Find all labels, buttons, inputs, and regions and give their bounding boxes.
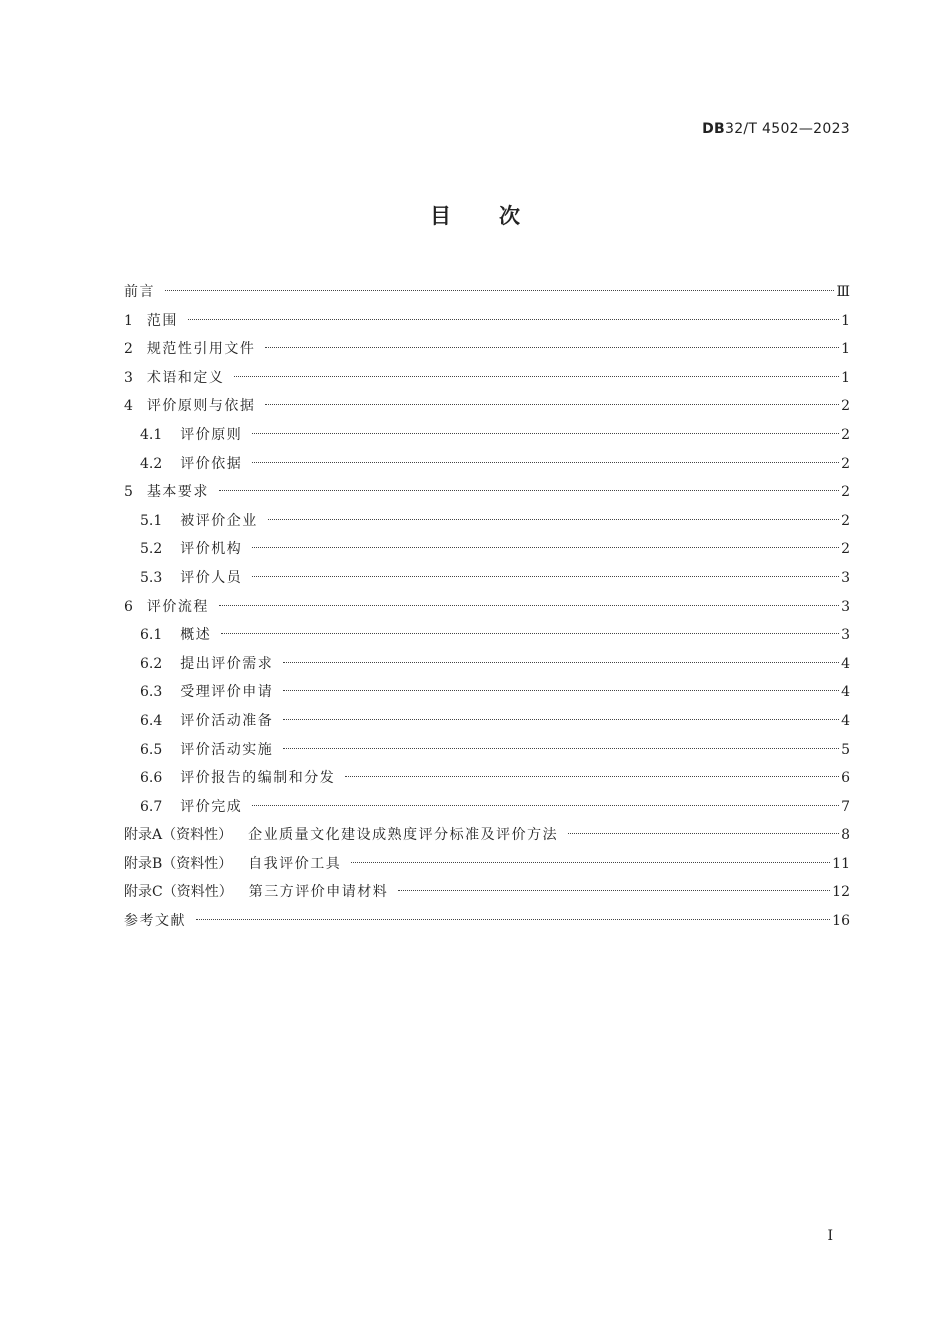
toc-entry-page: 7 (841, 798, 850, 815)
toc-entry[interactable] (124, 453, 850, 482)
toc-leader-dots (219, 490, 839, 491)
toc-leader-dots (398, 890, 830, 891)
toc-entry[interactable] (124, 338, 850, 367)
toc-leader-dots (252, 576, 839, 577)
toc-leader-dots (252, 547, 839, 548)
toc-entry[interactable] (124, 767, 850, 796)
toc-entry-number: 5.1 (140, 512, 163, 529)
toc-entry[interactable] (124, 910, 850, 939)
toc-entry-title: 评价依据 (180, 455, 243, 472)
toc-entry[interactable] (124, 424, 850, 453)
page-title: 目次 (430, 204, 568, 228)
toc-entry-page: 4 (841, 655, 850, 672)
toc-entry-page: 3 (841, 627, 850, 644)
toc-entry-title: 提出评价需求 (180, 655, 274, 672)
toc-entry-page: 16 (832, 913, 850, 930)
toc-entry-page: 2 (841, 512, 850, 529)
toc-entry-number: 5.2 (140, 541, 163, 558)
toc-entry-page: 3 (841, 569, 850, 586)
toc-leader-dots (351, 862, 830, 863)
toc-entry-title: 评价完成 (180, 798, 243, 815)
toc-entry[interactable] (124, 596, 850, 625)
toc-entry-number: 1 (124, 312, 133, 329)
document-code-prefix: DB (702, 121, 725, 137)
toc-entry-number: 6.2 (140, 655, 163, 672)
toc-entry-number: 5.3 (140, 569, 163, 586)
toc-entry-page: 11 (832, 855, 850, 872)
toc-entry-page: Ⅲ (836, 284, 850, 300)
toc-leader-dots (283, 719, 839, 720)
toc-entry-title: 评价原则 (180, 426, 243, 443)
toc-leader-dots (219, 605, 839, 606)
toc-leader-dots (568, 833, 839, 834)
toc-entry[interactable] (124, 881, 850, 910)
toc-entry-number: 6.5 (140, 741, 163, 758)
toc-entry-number: 4.1 (140, 426, 163, 443)
toc-entry-number: 2 (124, 341, 133, 358)
toc-entry[interactable] (124, 395, 850, 424)
toc-leader-dots (188, 319, 839, 320)
toc-entry-number: 附录A（资料性） (124, 827, 233, 844)
toc-leader-dots (268, 519, 839, 520)
document-code (702, 121, 850, 137)
toc-entry-page: 4 (841, 684, 850, 701)
toc-entry-number: 附录C（资料性） (124, 884, 233, 901)
toc-leader-dots (252, 433, 839, 434)
toc-entry-title: 评价原则与依据 (146, 398, 256, 415)
toc-entry-number: 4 (124, 398, 133, 415)
toc-entry-page: 5 (841, 741, 850, 758)
toc-entry-number: 6.4 (140, 712, 163, 729)
toc-entry-title: 术语和定义 (146, 369, 225, 386)
toc-leader-dots (283, 748, 839, 749)
toc-leader-dots (196, 919, 830, 920)
toc-entry[interactable] (124, 739, 850, 768)
toc-entry-page: 4 (841, 712, 850, 729)
toc-entry-page: 6 (841, 770, 850, 787)
toc-entry[interactable] (124, 653, 850, 682)
toc-entry-title: 评价流程 (146, 598, 209, 615)
toc-entry[interactable] (124, 624, 850, 653)
toc-entry-number: 3 (124, 369, 133, 386)
toc-entry-number: 6.6 (140, 770, 163, 787)
page-number: I (827, 1228, 833, 1244)
toc-entry[interactable] (124, 310, 850, 339)
toc-entry[interactable] (124, 481, 850, 510)
toc-entry[interactable] (124, 824, 850, 853)
toc-entry-page: 8 (841, 827, 850, 844)
toc-entry[interactable] (124, 853, 850, 882)
toc-entry[interactable] (124, 710, 850, 739)
toc-entry-page: 12 (832, 884, 850, 901)
toc-entry-number: 6.3 (140, 684, 163, 701)
toc-entry-title: 被评价企业 (180, 512, 258, 529)
toc-leader-dots (345, 776, 839, 777)
toc-entry-title: 评价报告的编制和分发 (180, 770, 336, 787)
toc-entry-title: 评价活动准备 (180, 712, 274, 729)
toc-entry-page: 1 (841, 369, 850, 386)
toc-entry-title: 评价机构 (180, 541, 243, 558)
toc-entry-number: 6 (124, 598, 133, 615)
toc-entry-page: 2 (841, 484, 850, 501)
toc-entry-title: 评价人员 (180, 569, 243, 586)
toc-entry[interactable] (124, 538, 850, 567)
toc-leader-dots (252, 462, 839, 463)
toc-entry[interactable] (124, 510, 850, 539)
toc-entry-page: 1 (841, 312, 850, 329)
toc-entry-number: 附录B（资料性） (124, 855, 233, 872)
toc-entry-page: 2 (841, 426, 850, 443)
toc-entry-title: 自我评价工具 (248, 855, 342, 872)
toc-entry-title: 第三方评价申请材料 (248, 884, 389, 901)
toc-entry-page: 1 (841, 341, 850, 358)
toc-entry-page: 2 (841, 541, 850, 558)
toc-leader-dots (265, 347, 839, 348)
toc-entry-title: 受理评价申请 (180, 684, 274, 701)
toc-entry-title: 评价活动实施 (180, 741, 274, 758)
toc-entry[interactable] (124, 681, 850, 710)
toc-leader-dots (165, 290, 834, 291)
toc-entry-number: 5 (124, 484, 133, 501)
document-code-number: 32/T 4502—2023 (725, 121, 850, 137)
toc-entry-title: 概述 (180, 627, 212, 644)
toc-entry-page: 2 (841, 455, 850, 472)
toc-entry-title: 参考文献 (124, 913, 186, 930)
toc-entry-title: 基本要求 (146, 484, 209, 501)
toc-entry-title: 范围 (146, 312, 178, 329)
toc-leader-dots (252, 805, 839, 806)
toc-entry[interactable] (124, 367, 850, 396)
toc-entry-page: 3 (841, 598, 850, 615)
toc-leader-dots (221, 633, 839, 634)
toc-entry-title: 前言 (124, 284, 155, 300)
toc-entry[interactable] (124, 796, 850, 825)
toc-entry[interactable] (124, 567, 850, 596)
toc-entry-title: 企业质量文化建设成熟度评分标准及评价方法 (248, 827, 559, 844)
toc-entry-number: 4.2 (140, 455, 163, 472)
toc-leader-dots (283, 690, 839, 691)
toc-entry-page: 2 (841, 398, 850, 415)
table-of-contents (124, 281, 850, 939)
toc-entry[interactable] (124, 281, 850, 310)
toc-leader-dots (283, 662, 839, 663)
toc-leader-dots (265, 404, 839, 405)
toc-entry-number: 6.1 (140, 627, 163, 644)
toc-entry-title: 规范性引用文件 (146, 341, 256, 358)
toc-entry-number: 6.7 (140, 798, 163, 815)
toc-leader-dots (234, 376, 839, 377)
